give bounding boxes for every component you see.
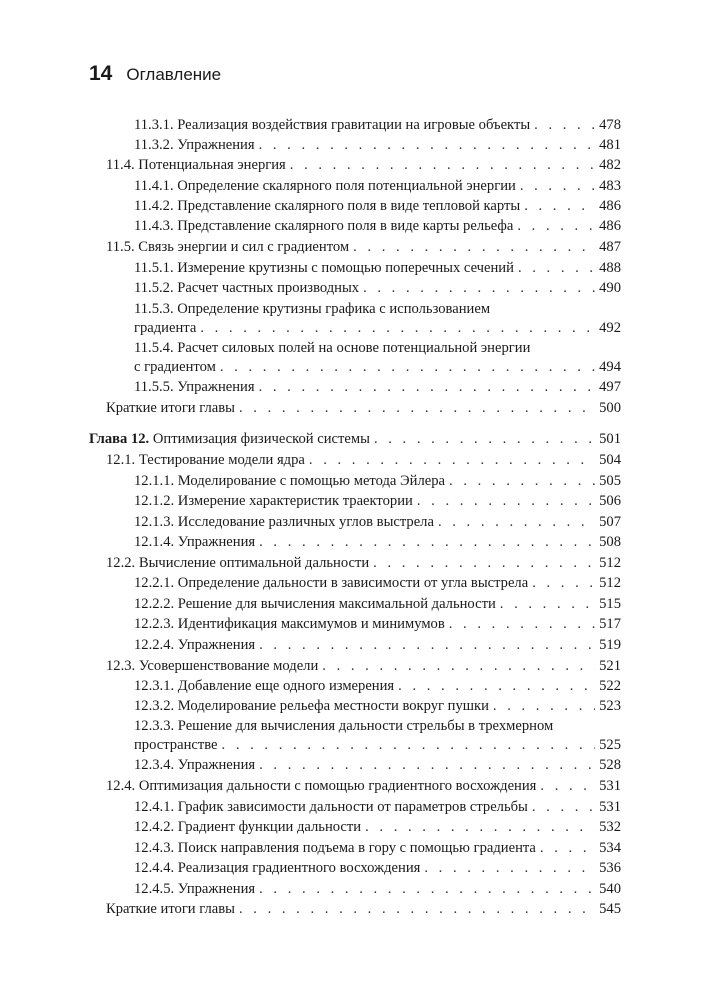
page-ref: 482 — [599, 157, 621, 173]
page-ref: 483 — [599, 178, 621, 194]
page-ref: 515 — [599, 596, 621, 612]
page-ref: 494 — [599, 359, 621, 375]
toc-entry-12-1-4[interactable]: 12.1.4. Упражнения . . . 508 — [134, 532, 621, 552]
page-ref: 523 — [599, 698, 621, 714]
page-ref: 486 — [599, 218, 621, 234]
page-ref: 507 — [599, 514, 621, 530]
toc-entry-summary-12[interactable]: Краткие итоги главы . . . 545 — [106, 899, 621, 919]
toc-entry-12-3-1[interactable]: 12.3.1. Добавление еще одного измерения . . . 522 — [134, 676, 621, 696]
toc-entry-12-4-3[interactable]: 12.4.3. Поиск направления подъема в гору с помощью градиента . . . 534 — [134, 838, 621, 858]
page-ref: 508 — [599, 534, 621, 550]
toc-entry-12-3-4[interactable]: 12.3.4. Упражнения . . . 528 — [134, 755, 621, 775]
toc-entry-11-5-3[interactable]: градиента . . . 492 — [134, 318, 621, 338]
toc-entry-11-3-1[interactable]: 11.3.1. Реализация воздействия гравитации на игровые объекты . . . 478 — [134, 115, 621, 135]
page-ref: 478 — [599, 117, 621, 133]
page-ref: 517 — [599, 616, 621, 632]
toc-entry-12-4-4[interactable]: 12.4.4. Реализация градиентного восхождения . . . 536 — [134, 858, 621, 878]
page-ref: 536 — [599, 860, 621, 876]
toc-entry-12-2[interactable]: 12.2. Вычисление оптимальной дальности . . . 512 — [106, 553, 621, 573]
toc-entry-12-3[interactable]: 12.3. Усовершенствование модели . . . 521 — [106, 656, 621, 676]
toc-entry-12-1-1[interactable]: 12.1.1. Моделирование с помощью метода Эйлера . . . 505 — [134, 471, 621, 491]
chapter-label: Глава 12. — [89, 431, 150, 447]
toc-entry-11-4-3[interactable]: 11.4.3. Представление скалярного поля в виде карты рельефа . . . 486 — [134, 216, 621, 236]
page-ref: 481 — [599, 137, 621, 153]
toc-entry-11-3-2[interactable]: 11.3.2. Упражнения . . . 481 — [134, 135, 621, 155]
page-ref: 500 — [599, 400, 621, 416]
toc-entry-12-4-1[interactable]: 12.4.1. График зависимости дальности от параметров стрельбы . . . 531 — [134, 797, 621, 817]
page-ref: 519 — [599, 637, 621, 653]
chapter-title: Оптимизация физической системы — [152, 431, 370, 447]
page-ref: 534 — [599, 840, 621, 856]
toc-entry-12-1-3[interactable]: 12.1.3. Исследование различных углов выстрела . . . 507 — [134, 512, 621, 532]
page-ref: 545 — [599, 901, 621, 917]
page-header — [89, 62, 221, 86]
toc-entry-11-4-1[interactable]: 11.4.1. Определение скалярного поля потенциальной энергии . . . 483 — [134, 176, 621, 196]
page-ref: 531 — [599, 799, 621, 815]
toc-entry-summary-11[interactable]: Краткие итоги главы . . . 500 — [106, 398, 621, 418]
page-ref: 506 — [599, 493, 621, 509]
page-ref: 488 — [599, 260, 621, 276]
toc-entry-11-5-1[interactable]: 11.5.1. Измерение крутизны с помощью поперечных сечений . . . 488 — [134, 258, 621, 278]
page-ref: 531 — [599, 778, 621, 794]
toc-entry-12-2-4[interactable]: 12.2.4. Упражнения . . . 519 — [134, 635, 621, 655]
toc-entry-12-3-3[interactable]: пространстве . . . 525 — [134, 735, 621, 755]
toc-entry-12-2-3[interactable]: 12.2.3. Идентификация максимумов и минимумов . . . 517 — [134, 614, 621, 634]
toc-entry-12-1[interactable]: 12.1. Тестирование модели ядра . . . 504 — [106, 450, 621, 470]
toc-entry-11-5[interactable]: 11.5. Связь энергии и сил с градиентом . . . 487 — [106, 237, 621, 257]
toc-entry-12-4[interactable]: 12.4. Оптимизация дальности с помощью градиентного восхождения . . . 531 — [106, 776, 621, 796]
page-ref: 512 — [599, 575, 621, 591]
page-title: Оглавление — [126, 65, 222, 84]
toc-entry-11-4-2[interactable]: 11.4.2. Представление скалярного поля в виде тепловой карты . . . 486 — [134, 196, 621, 216]
page-ref: 492 — [599, 320, 621, 336]
toc-entry-12-3-2[interactable]: 12.3.2. Моделирование рельефа местности вокруг пушки . . . 523 — [134, 696, 621, 716]
page-ref: 504 — [599, 452, 621, 468]
toc-entry-12-2-2[interactable]: 12.2.2. Решение для вычисления максимальной дальности . . . 515 — [134, 594, 621, 614]
page-number: 14 — [89, 62, 113, 85]
page-ref: 528 — [599, 757, 621, 773]
toc-entry-chapter-12[interactable] — [89, 429, 621, 449]
toc-entry-11-4[interactable]: 11.4. Потенциальная энергия . . . 482 — [106, 155, 621, 175]
page-ref: 490 — [599, 280, 621, 296]
page-ref: 501 — [599, 431, 621, 447]
page-ref: 512 — [599, 555, 621, 571]
page-ref: 487 — [599, 239, 621, 255]
page-ref: 525 — [599, 737, 621, 753]
page-ref: 505 — [599, 473, 621, 489]
toc-entry-11-5-3-line1[interactable]: 11.5.3. Определение крутизны графика с использованием — [134, 301, 491, 317]
page-ref: 486 — [599, 198, 621, 214]
toc-entry-12-4-2[interactable]: 12.4.2. Градиент функции дальности . . . 532 — [134, 817, 621, 837]
toc-entry-11-5-4-line1[interactable]: 11.5.4. Расчет силовых полей на основе потенциальной энергии — [134, 340, 531, 356]
page-ref: 532 — [599, 819, 621, 835]
toc-entry-11-5-5[interactable]: 11.5.5. Упражнения . . . 497 — [134, 377, 621, 397]
page-ref: 540 — [599, 881, 621, 897]
toc-entry-12-1-2[interactable]: 12.1.2. Измерение характеристик траектории . . . 506 — [134, 491, 621, 511]
toc-entry-11-5-2[interactable]: 11.5.2. Расчет частных производных . . . 490 — [134, 278, 621, 298]
toc-entry-11-5-4[interactable]: с градиентом . . . 494 — [134, 357, 621, 377]
toc-entry-12-2-1[interactable]: 12.2.1. Определение дальности в зависимости от угла выстрела . . . 512 — [134, 573, 621, 593]
page-ref: 521 — [599, 658, 621, 674]
page-ref: 497 — [599, 379, 621, 395]
page-ref: 522 — [599, 678, 621, 694]
toc-entry-12-3-3-line1[interactable]: 12.3.3. Решение для вычисления дальности стрельбы в трехмерном — [134, 718, 554, 734]
toc-entry-12-4-5[interactable]: 12.4.5. Упражнения . . . 540 — [134, 879, 621, 899]
